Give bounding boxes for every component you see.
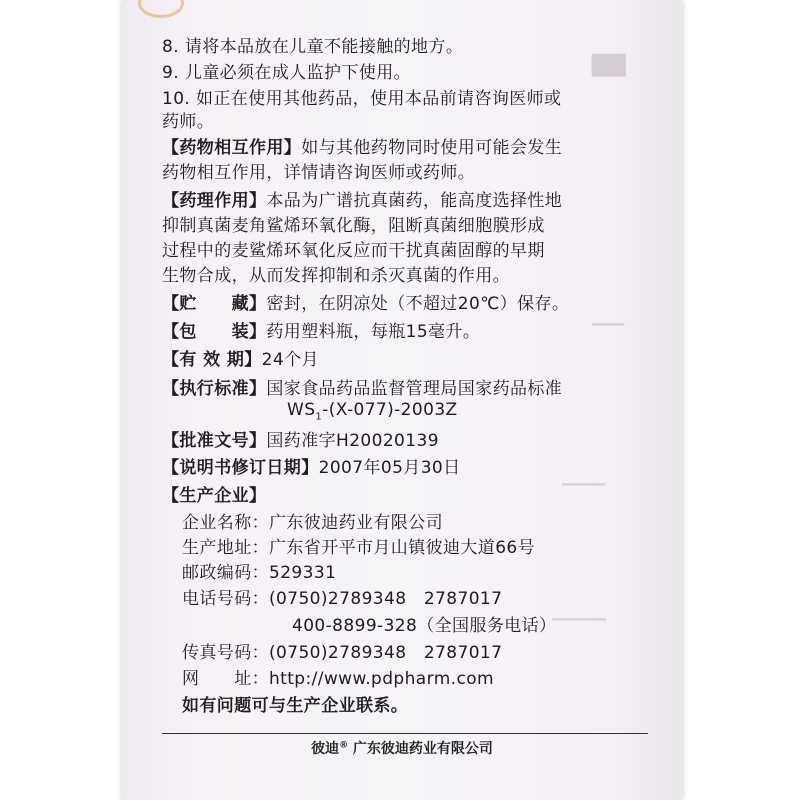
address-value: 广东省开平市月山镇彼迪大道66号 <box>269 538 536 558</box>
company-value: 广东彼迪药业有限公司 <box>269 513 443 533</box>
package-label: 【包 装】 <box>162 322 267 342</box>
pharmacology-text-4: 生物合成，从而发挥抑制和杀灭真菌的作用。 <box>162 266 510 286</box>
bleed-through-mark: ▇▇ <box>592 52 626 77</box>
pharmacology-label: 【药理作用】 <box>162 191 267 211</box>
phone-row <box>182 584 502 609</box>
standard-section <box>162 374 562 399</box>
approval-section <box>162 426 439 451</box>
interaction-section <box>162 133 562 158</box>
storage-label: 【贮 藏】 <box>162 294 267 314</box>
phone-service-value: 400-8899-328（全国服务电话） <box>292 616 557 636</box>
bleed-through-mark: ▁▁▁ <box>592 310 625 326</box>
standard-label: 【执行标准】 <box>162 379 267 399</box>
standard-code <box>287 400 458 422</box>
pharmacology-text-3: 过程中的麦鲨烯环氧化反应而干扰真菌固醇的早期 <box>162 241 545 261</box>
phone-value: (0750)2789348 2787017 <box>269 589 503 609</box>
revision-value: 2007年05月30日 <box>318 458 461 478</box>
interaction-text: 如与其他药物同时使用可能会发生 <box>301 138 563 158</box>
bleed-through-mark: ▁▁▁▁▁ <box>552 605 606 621</box>
footer-divider <box>162 733 648 734</box>
approval-label: 【批准文号】 <box>162 431 267 451</box>
registered-mark: ® <box>339 740 349 751</box>
phone-label: 电话号码： <box>182 589 269 609</box>
footer <box>122 738 682 758</box>
revision-label: 【说明书修订日期】 <box>162 458 319 478</box>
package-section <box>162 317 480 342</box>
validity-value: 24个月 <box>261 350 319 370</box>
fax-label: 传真号码： <box>182 643 269 663</box>
manufacturer-section <box>162 481 266 506</box>
standard-value: 国家食品药品监督管理局国家药品标准 <box>266 379 563 399</box>
item-10: 10. 如正在使用其他药品，使用本品前请咨询医师或 <box>162 89 562 109</box>
footer-brand: 彼迪 <box>311 741 340 757</box>
manufacturer-label: 【生产企业】 <box>162 486 267 506</box>
address-row <box>182 533 535 558</box>
postcode-label: 邮政编码： <box>182 563 269 583</box>
item-9: 9. 儿童必须在成人监护下使用。 <box>162 63 412 83</box>
package-value: 药用塑料瓶，每瓶15毫升。 <box>266 322 481 342</box>
standard-code-rest: -(X-077)-2003Z <box>322 400 458 420</box>
company-row <box>182 508 443 533</box>
standard-code-sub: 1 <box>315 411 323 423</box>
website-row <box>182 664 494 689</box>
company-label: 企业名称： <box>182 513 269 533</box>
storage-value: 密封，在阴凉处（不超过20℃）保存。 <box>266 294 570 314</box>
interaction-label: 【药物相互作用】 <box>162 138 302 158</box>
website-label: 网 址： <box>182 669 269 689</box>
revision-section <box>162 453 461 478</box>
pharmacology-text-2: 抑制真菌麦角鲨烯环氧化酶，阻断真菌细胞膜形成 <box>162 216 545 236</box>
address-label: 生产地址： <box>182 538 269 558</box>
pharmacology-section <box>162 186 562 211</box>
validity-label: 【有 效 期】 <box>162 350 262 370</box>
postcode-value: 529331 <box>269 563 337 583</box>
approval-value: 国药准字H20020139 <box>266 431 439 451</box>
bleed-through-mark: ▁▁▁▁ <box>562 470 606 486</box>
validity-section <box>162 345 319 370</box>
fax-row <box>182 638 502 663</box>
item-8: 8. 请将本品放在儿童不能接触的地方。 <box>162 37 464 57</box>
website-value: http://www.pdpharm.com <box>269 669 494 689</box>
pharmacology-text: 本品为广谱抗真菌药，能高度选择性地 <box>266 191 563 211</box>
leaflet-page <box>122 0 682 800</box>
interaction-text-cont: 药物相互作用，详情请咨询医师或药师。 <box>162 163 476 183</box>
contact-note: 如有问题可与生产企业联系。 <box>182 696 409 716</box>
storage-section <box>162 289 569 314</box>
postcode-row <box>182 558 336 583</box>
logo-mark <box>138 0 184 18</box>
footer-company: 广东彼迪药业有限公司 <box>348 741 493 757</box>
standard-code-prefix: WS <box>287 400 316 420</box>
fax-value: (0750)2789348 2787017 <box>269 643 503 663</box>
item-10-cont: 药师。 <box>162 112 215 132</box>
